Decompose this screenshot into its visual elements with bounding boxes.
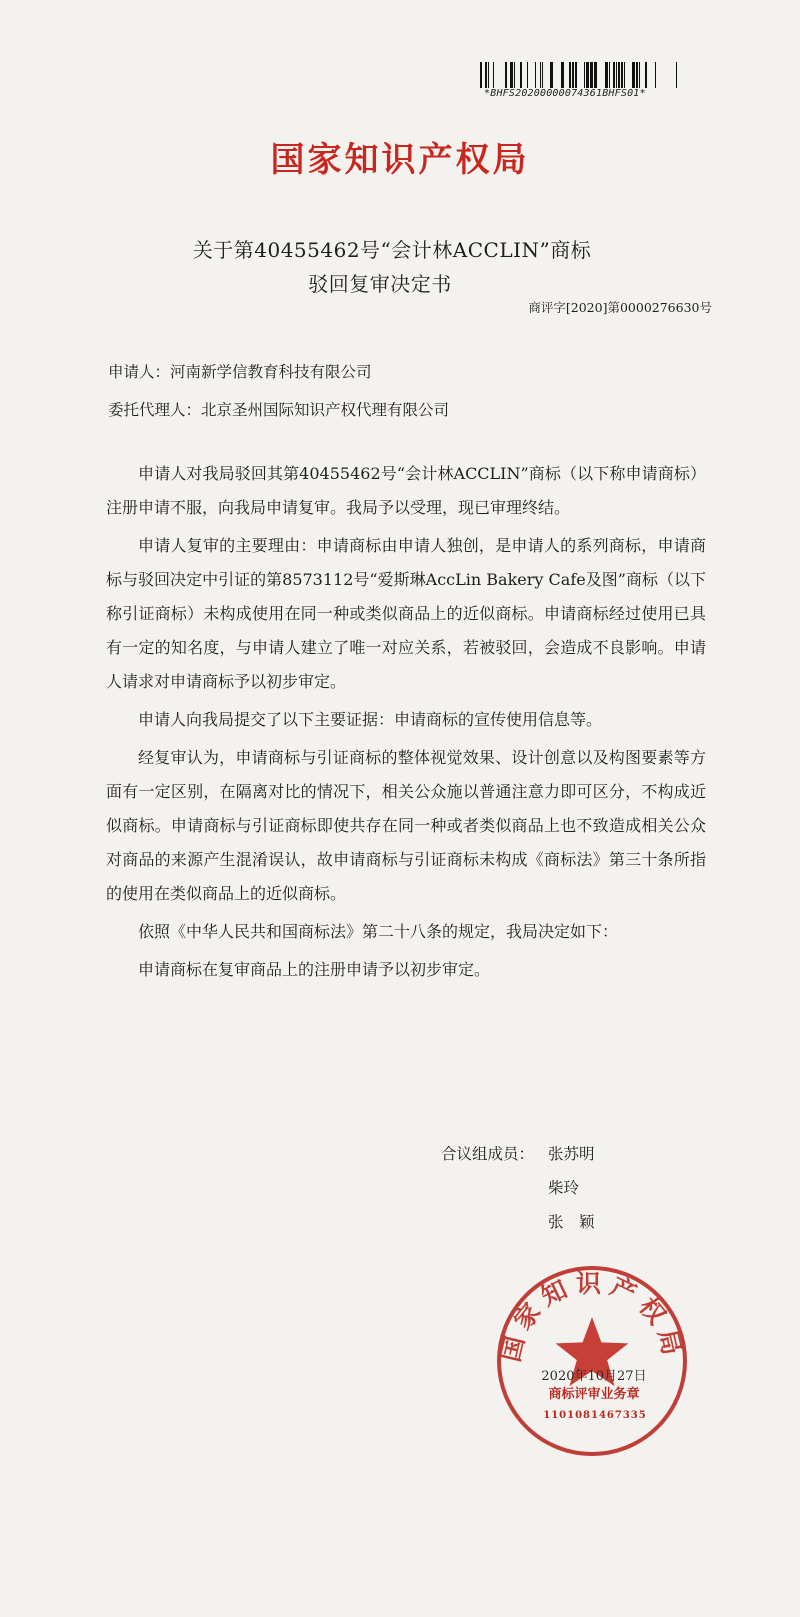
- panel-member: 张 颖: [548, 1213, 595, 1231]
- official-seal: [494, 1263, 690, 1459]
- paragraph-review-opinion: 经复审认为，申请商标与引证商标的整体视觉效果、设计创意以及构图要素等方面有一定区别，在隔离对比的情况下，相关公众施以普通注意力即可区分，不构成近似商标。申请商标与引证商标即使共存在同一种或者类似商品上也不致造成相关公众对商品的来源产生混淆误认，故申请商标与引证商标未构成《商标法》第三十条所指的使用在类似商品上的近似商标。: [106, 748, 706, 903]
- subject-line-1: 关于第40455462号“会计林ACCLIN”商标: [192, 238, 592, 262]
- authority-title: 国家知识产权局: [270, 140, 530, 180]
- agent-line: 委托代理人：北京圣州国际知识产权代理有限公司: [108, 401, 450, 419]
- panel-member: 柴玲: [548, 1179, 580, 1197]
- document-number: 商评字[2020]第0000276630号: [528, 300, 712, 315]
- seal-date: 2020年10月27日: [541, 1369, 647, 1384]
- applicant-line: 申请人：河南新学信教育科技有限公司: [108, 363, 372, 381]
- paragraph-decision: 申请商标在复审商品上的注册申请予以初步审定。: [138, 960, 491, 979]
- paragraph-background: 申请人对我局驳回其第40455462号“会计林ACCLIN”商标（以下称申请商标）注册申请不服，向我局申请复审。我局予以受理，现已审理终结。: [106, 464, 706, 517]
- paragraph-evidence: 申请人向我局提交了以下主要证据：申请商标的宣传使用信息等。: [138, 710, 603, 729]
- seal-code: 1101081467335: [543, 1410, 647, 1421]
- seal-arc-text: 国家知识产权局: [495, 1269, 689, 1365]
- subject-line-2: 驳回复审决定书: [308, 272, 452, 296]
- panel-label: 合议组成员：: [441, 1145, 535, 1163]
- barcode-bars: [480, 62, 680, 88]
- barcode-number: *BHFS20200000074361BHFS01*: [484, 88, 646, 99]
- paragraph-applicant-reasons: 申请人复审的主要理由：申请商标由申请人独创，是申请人的系列商标，申请商标与驳回决定中引证的第8573112号“爱斯琳AccLin Bakery Cafe及图”商标（以下称引证商标）未构成使用在同一种或类似商品上的近似商标。申请商标经过使用已具有一定的知名度，与申请人建立了唯一对应关系，若被驳回，会造成不良影响。申请人请求对申请商标予以初步审定。: [106, 536, 706, 691]
- barcode: [480, 62, 685, 108]
- decision-body: [106, 457, 706, 991]
- panel-member: 张苏明: [548, 1145, 595, 1163]
- seal-department: 商标评审业务章: [548, 1387, 640, 1402]
- paragraph-legal-basis: 依照《中华人民共和国商标法》第二十八条的规定，我局决定如下：: [138, 922, 619, 941]
